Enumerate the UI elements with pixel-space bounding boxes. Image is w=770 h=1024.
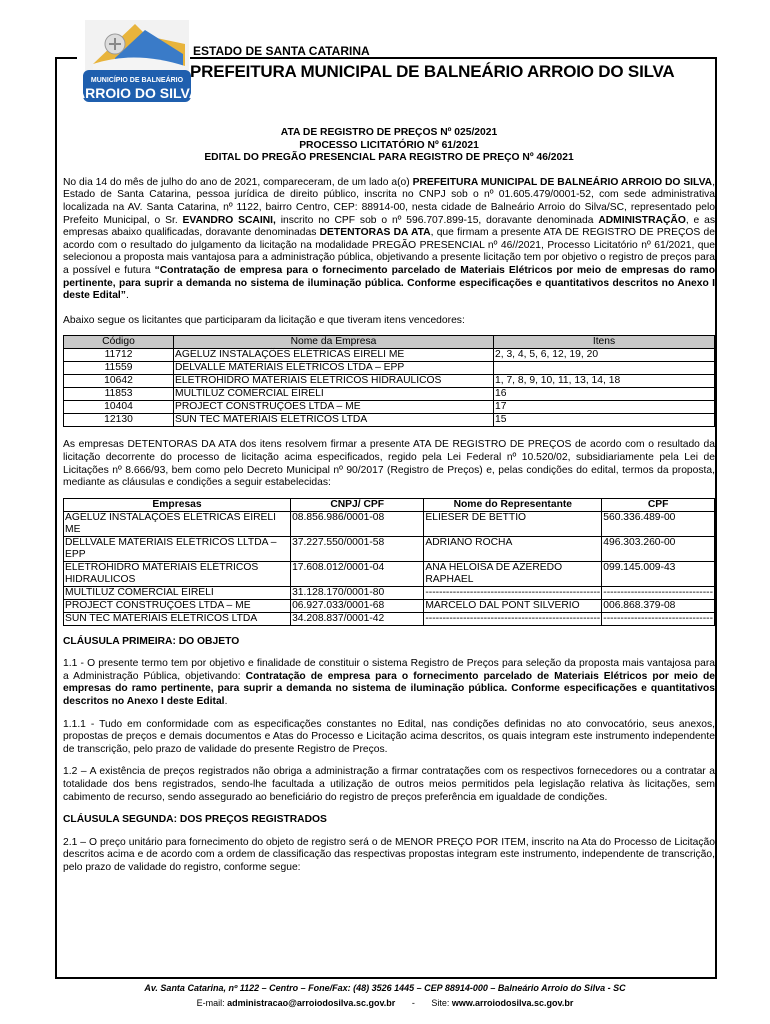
state-name: ESTADO DE SANTA CATARINA	[193, 44, 370, 58]
footer-contacts: E-mail: administracao@arroiodosilva.sc.gov.br - Site: www.arroiodosilva.sc.gov.br	[196, 998, 574, 1008]
table-cell: MULTILUZ COMERCIAL EIRELI	[174, 388, 494, 401]
table-row	[64, 388, 715, 401]
intro-paragraph: No dia 14 do mês de julho do ano de 2021, compareceram, de um lado a(o) PREFEITURA MUNICIPAL DE BALNEÁRIO ARROIO DO SILVA, Estado de Santa Catarina, pessoa jurídica de direito público, inscrita no CNPJ sob o nº 01.605.479/0001-52, com sede administrativa localizada na AV. Santa Catarina, nº 1122, bairro Centro, CEP: 88914-00, nesta cidade de Balneário Arroio do Silva/SC, representado pelo Prefeito Municipal, o Sr. EVANDRO SCAINI, inscrito no CPF sob o nº 596.707.899-15, doravante denominada ADMINISTRAÇÃO, e as empresas abaixo qualificadas, doravante denominadas DETENTORAS DA ATA, que firmam a presente ATA DE REGISTRO DE PREÇOS de acordo com o resultado do julgamento da licitação na modalidade PREGÃO PRESENCIAL nº 46//2021, Processo Licitatório nº 61/2021, que selecionou a proposta mais vantajosa para a administração pública, objetivando a presente licitação tem por objetivo o registro de preços para a possível e futura “Contratação de empresa para o fornecimento parcelado de Materiais Elétricos por meio de empresas do ramo pertinente, para suprir a demanda no sistema de iluminação pública. Conforme especificações e quantitativos descritos no Anexo I deste Edital”.	[63, 176, 715, 302]
table-cell: AGELUZ INSTALAÇÕES ELÉTRICAS EIRELI ME	[174, 349, 494, 362]
table-row	[64, 362, 715, 375]
winners-table	[63, 335, 715, 427]
table-row	[64, 375, 715, 388]
footer-rule	[55, 977, 717, 979]
table-cell: 1, 7, 8, 9, 10, 11, 13, 14, 18	[494, 375, 715, 388]
footer-address: Av. Santa Catarina, nº 1122 – Centro – Fone/Fax: (48) 3526 1445 – CEP 88914-000 – Balneário Arroio do Silva - SC	[144, 983, 626, 993]
table-row	[64, 414, 715, 427]
table-row	[64, 586, 715, 599]
clause-1-1-1: 1.1.1 - Tudo em conformidade com as especificações constantes no Edital, nas condições definidas no ato convocatório, seus anexos, propostas de preços e demais documentos e Atas do Processo e Licitação acima descritos, os quais integram este instrumento independente de transcrição, pelo prazo de validade do presente Registro de Preços.	[63, 718, 715, 755]
table-cell: 006.868.379-08	[602, 599, 715, 612]
table-row	[64, 536, 715, 561]
table-row	[64, 349, 715, 362]
table-header-cell: Itens	[494, 336, 715, 349]
municipality-logo	[75, 14, 199, 104]
table-cell: PROJECT CONSTRUÇÕES LTDA – ME	[174, 401, 494, 414]
table-cell: DELVALLE MATERIAIS ELÉTRICOS LTDA – EPP	[174, 362, 494, 375]
table-cell: 496.303.260-00	[602, 536, 715, 561]
header-rule-left	[55, 57, 77, 59]
table-cell: --------------------------------	[603, 612, 713, 624]
prefecture-name: PREFEITURA MUNICIPAL DE BALNEÁRIO ARROIO DO SILVA	[190, 62, 675, 81]
clause-1-1: 1.1 - O presente termo tem por objetivo e finalidade de constituir o sistema Registro de Preços para seleção da proposta mais vantajosa para a Administração Pública, objetivando: Contratação de empresa para o fornecimento parcelado de Materiais Elétricos por meio de empresas do ramo pertinente, para suprir a demanda no sistema de iluminação pública. Conforme especificações e quantitativos descritos no Anexo I deste Edital.	[63, 658, 715, 708]
table-header-row	[64, 336, 715, 349]
table-row	[64, 612, 715, 625]
table-cell: ELETROHIDRO MATERIAIS ELETRICOS HIDRAULICOS	[174, 375, 494, 388]
table-cell: 15	[494, 414, 715, 427]
clause-2-1: 2.1 – O preço unitário para fornecimento do objeto de registro será o de MENOR PREÇO POR ITEM, inscrito na Ata do Processo de Licitação descritos acima e de acordo com a ordem de classificação das respectivas propostas integram este instrumento, independente de transcrição, pelo prazo de validade do registro, conforme segue:	[63, 836, 715, 873]
clause-1-2: 1.2 – A existência de preços registrados não obriga a administração a firmar contratações com os respectivos fornecedores ou a contratar a totalidade dos bens registrados, sendo-lhe facultada a utilização de outros meios permitidos pela legislação relativa às licitações, sem cabimento de recurso, sendo assegurado ao beneficiário do registro de preços preferência em igualdade de condições.	[63, 766, 715, 803]
logo-text-line1: MUNICÍPIO DE BALNEÁRIO	[90, 77, 184, 84]
table-cell: 560.336.489-00	[602, 511, 715, 536]
footer-site-link[interactable]: www.arroiodosilva.sc.gov.br	[451, 998, 574, 1008]
footer-email-link[interactable]: administracao@arroiodosilva.sc.gov.br	[227, 998, 396, 1008]
frame-left	[55, 57, 57, 977]
table-header-cell: Nome do Representante	[424, 498, 602, 511]
table-cell	[494, 362, 715, 375]
table-cell: AGELUZ INSTALAÇÕES ELÉTRICAS EIRELI ME	[64, 511, 291, 536]
table-cell: SUN TEC MATERIAIS ELETRICOS LTDA	[64, 612, 291, 625]
table-row	[64, 561, 715, 586]
table-header-cell: Código	[64, 336, 174, 349]
table-cell: 06.927.033/0001-68	[291, 599, 424, 612]
bidders-intro: Abaixo segue os licitantes que participaram da licitação e que tiveram itens vencedores:	[63, 314, 465, 326]
table-cell: --------------------------------	[603, 586, 713, 598]
table-row	[64, 599, 715, 612]
clause-2-title: CLÁUSULA SEGUNDA: DOS PREÇOS REGISTRADOS	[63, 814, 327, 826]
para-after-winners: As empresas DETENTORAS DA ATA dos itens resolvem firmar a presente ATA DE REGISTRO DE PREÇOS de acordo com o resultado da licitação decorrente do processo de licitação acima especificados, regido pela Lei Federal nº 10.520/02, subsidiariamente pela Lei de Licitações nº 8.666/93, bem como pelo Decreto Municipal nº 90/2017 (Registro de Preços) e, pelas condições do edital, termos da proposta, mediante as cláusulas e condições a seguir estabelecidas:	[63, 439, 715, 489]
table-cell: ADRIANO ROCHA	[424, 536, 602, 561]
table-cell: MULTILUZ COMERCIAL EIRELI	[64, 586, 291, 599]
document-body	[63, 127, 715, 875]
table-cell: 099.145.009-43	[602, 561, 715, 586]
table-cell: 11712	[64, 349, 174, 362]
table-cell: 10404	[64, 401, 174, 414]
table-cell: 10642	[64, 375, 174, 388]
logo-text-line2: ARROIO DO SILVA	[75, 85, 199, 101]
table-cell: ---------------------------------------------------	[425, 586, 601, 598]
table-cell: 11559	[64, 362, 174, 375]
table-cell: ELETROHIDRO MATERIAIS ELÉTRICOS HIDRAULICOS	[64, 561, 291, 586]
table-row	[64, 511, 715, 536]
table-cell: ELIESER DE BETTIO	[424, 511, 602, 536]
table-header-row	[64, 498, 715, 511]
table-cell: 16	[494, 388, 715, 401]
representatives-table	[63, 498, 715, 626]
table-cell: 31.128.170/0001-80	[291, 586, 424, 599]
table-cell: ANA HELOISA DE AZEREDO RAPHAEL	[424, 561, 602, 586]
table-cell: 17	[494, 401, 715, 414]
table-cell: 34.208.837/0001-42	[291, 612, 424, 625]
table-row	[64, 401, 715, 414]
table-header-cell: CNPJ/ CPF	[291, 498, 424, 511]
table-cell: ---------------------------------------------------	[425, 612, 601, 624]
table-cell: 12130	[64, 414, 174, 427]
table-cell: 17.608.012/0001-04	[291, 561, 424, 586]
table-cell: 11853	[64, 388, 174, 401]
doc-title-2: PROCESSO LICITATÓRIO Nº 61/2021	[299, 139, 479, 151]
table-header-cell: Empresas	[64, 498, 291, 511]
frame-right	[715, 57, 717, 977]
table-cell: SUN TEC MATERIAIS ELETRICOS LTDA	[174, 414, 494, 427]
table-header-cell: Nome da Empresa	[174, 336, 494, 349]
table-cell: DELLVALE MATERIAIS ELÉTRICOS LLTDA – EPP	[64, 536, 291, 561]
clause-1-title: CLÁUSULA PRIMEIRA: DO OBJETO	[63, 635, 240, 647]
table-header-cell: CPF	[602, 498, 715, 511]
table-cell: 08.856.986/0001-08	[291, 511, 424, 536]
table-cell: 37.227.550/0001-58	[291, 536, 424, 561]
table-cell: PROJECT CONSTRUÇÕES LTDA – ME	[64, 599, 291, 612]
table-cell: 2, 3, 4, 5, 6, 12, 19, 20	[494, 349, 715, 362]
table-cell: MARCELO DAL PONT SILVERIO	[424, 599, 602, 612]
doc-title-3: EDITAL DO PREGÃO PRESENCIAL PARA REGISTRO DE PREÇO Nº 46/2021	[204, 152, 574, 164]
doc-title-1: ATA DE REGISTRO DE PREÇOS Nº 025/2021	[280, 127, 498, 138]
